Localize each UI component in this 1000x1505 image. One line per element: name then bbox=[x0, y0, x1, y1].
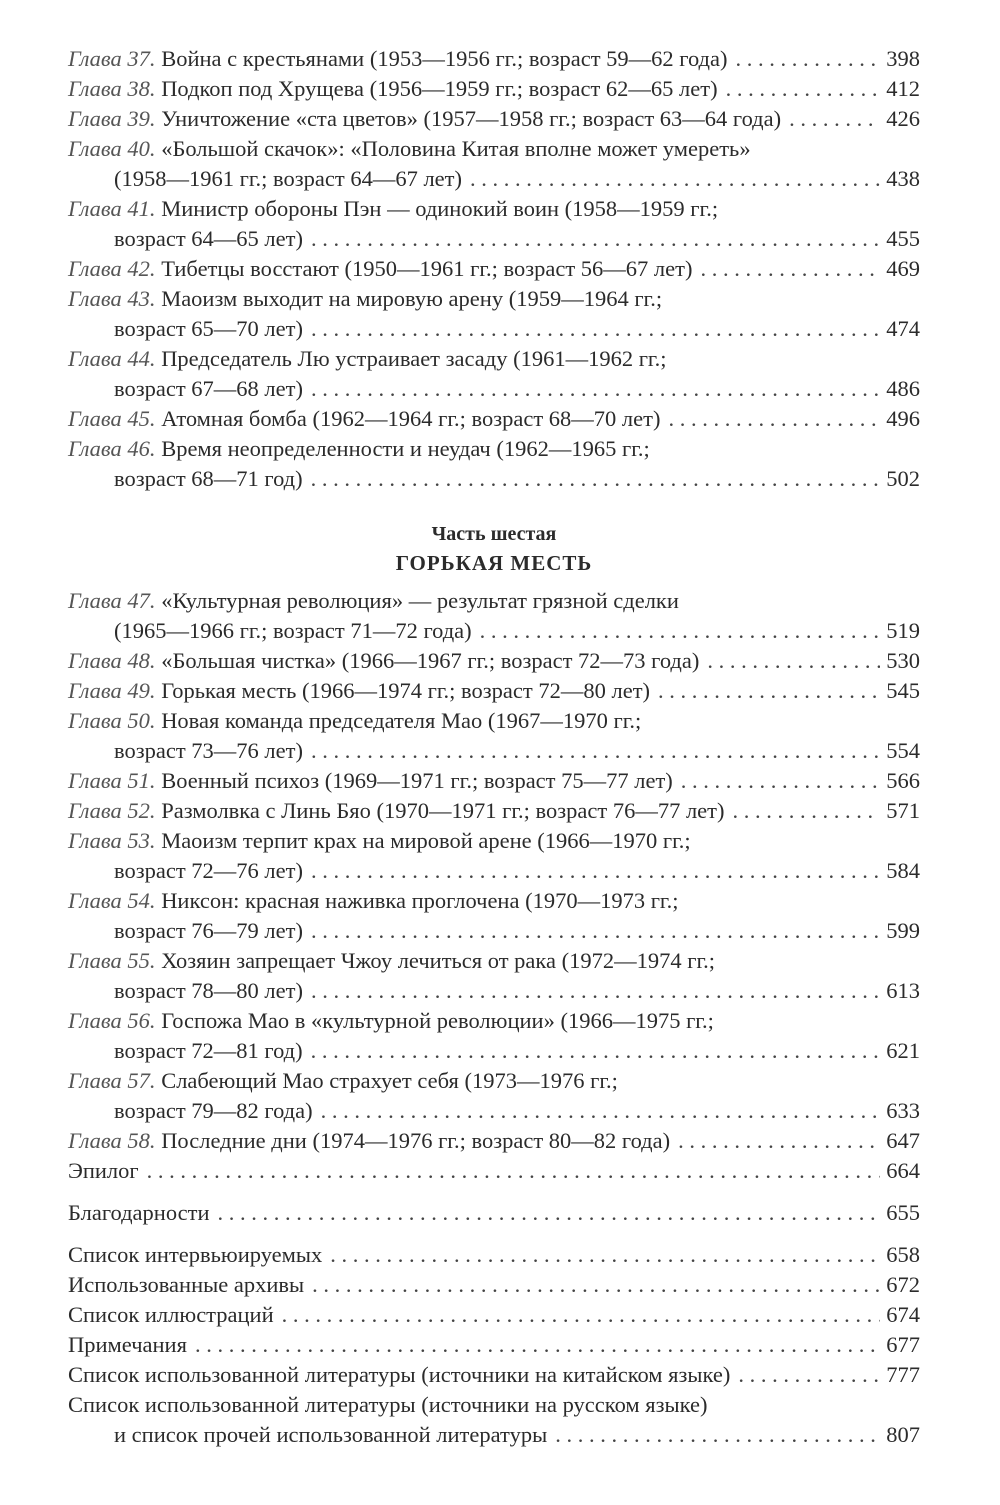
page-number: 571 bbox=[886, 798, 920, 823]
toc-line bbox=[68, 616, 920, 646]
toc-line bbox=[68, 1270, 920, 1300]
toc-line bbox=[68, 434, 920, 464]
entry-title: Список интервьюируемых bbox=[68, 1242, 323, 1267]
entry-title: Размолвка с Линь Бяо (1970—1971 гг.; возраст 76—77 лет) bbox=[161, 798, 725, 823]
page-number: 584 bbox=[886, 858, 920, 883]
chapter-number: Глава 53. bbox=[68, 828, 156, 853]
dot-leader bbox=[700, 254, 880, 284]
chapter-number: Глава 37. bbox=[68, 46, 156, 71]
entry-title: Председатель Лю устраивает засаду (1961—1962 гг.; bbox=[161, 346, 667, 371]
chapter-number: Глава 50. bbox=[68, 708, 156, 733]
page-number: 455 bbox=[886, 226, 920, 251]
toc-entry[interactable] bbox=[68, 1330, 920, 1360]
page-number: 777 bbox=[886, 1362, 920, 1387]
toc-line bbox=[68, 404, 920, 434]
dot-leader bbox=[311, 916, 880, 946]
toc-entry[interactable] bbox=[68, 74, 920, 104]
toc-entry[interactable] bbox=[68, 344, 920, 404]
toc-entry[interactable] bbox=[68, 1006, 920, 1066]
entry-title: Маоизм выходит на мировую арену (1959—1964 гг.; bbox=[161, 286, 663, 311]
toc-entry[interactable] bbox=[68, 706, 920, 766]
part-title: ГОРЬКАЯ МЕСТЬ bbox=[395, 551, 593, 575]
toc-section-before bbox=[68, 44, 920, 494]
toc-entry[interactable] bbox=[68, 676, 920, 706]
entry-title: и список прочей использованной литературы bbox=[114, 1422, 548, 1447]
toc-entry[interactable] bbox=[68, 194, 920, 254]
entry-title: (1965—1966 гг.; возраст 71—72 года) bbox=[114, 618, 472, 643]
entry-title: Военный психоз (1969—1971 гг.; возраст 75—77 лет) bbox=[161, 768, 673, 793]
toc-entry[interactable] bbox=[68, 434, 920, 494]
entry-title: «Большая чистка» (1966—1967 гг.; возраст 72—73 года) bbox=[161, 648, 700, 673]
dot-leader bbox=[736, 44, 881, 74]
entry-title: возраст 64—65 лет) bbox=[114, 226, 303, 251]
toc-line bbox=[68, 134, 920, 164]
chapter-number: Глава 41. bbox=[68, 196, 156, 221]
chapter-number: Глава 51. bbox=[68, 768, 156, 793]
toc-line bbox=[68, 1126, 920, 1156]
page-number: 469 bbox=[886, 256, 920, 281]
entry-title: Горькая месть (1966—1974 гг.; возраст 72—80 лет) bbox=[161, 678, 651, 703]
dot-leader bbox=[312, 1270, 880, 1300]
entry-title: Маоизм терпит крах на мировой арене (1966—1970 гг.; bbox=[161, 828, 691, 853]
chapter-number: Глава 56. bbox=[68, 1008, 156, 1033]
toc-line bbox=[68, 164, 920, 194]
toc-line bbox=[68, 916, 920, 946]
entry-title: «Культурная революция» — результат грязной сделки bbox=[161, 588, 679, 613]
page-number: 496 bbox=[886, 406, 920, 431]
dot-leader bbox=[681, 766, 880, 796]
dot-leader bbox=[311, 374, 880, 404]
chapter-number: Глава 58. bbox=[68, 1128, 156, 1153]
chapter-number: Глава 43. bbox=[68, 286, 156, 311]
toc-line bbox=[68, 224, 920, 254]
spacer bbox=[68, 1228, 920, 1240]
page-number: 677 bbox=[886, 1332, 920, 1357]
entry-title: возраст 72—76 лет) bbox=[114, 858, 303, 883]
table-of-contents bbox=[68, 44, 920, 1450]
entry-title: Примечания bbox=[68, 1332, 187, 1357]
toc-entry[interactable] bbox=[68, 404, 920, 434]
toc-entry[interactable] bbox=[68, 766, 920, 796]
entry-title: Благодарности bbox=[68, 1200, 210, 1225]
toc-line bbox=[68, 646, 920, 676]
entry-title: Использованные архивы bbox=[68, 1272, 305, 1297]
page-number: 502 bbox=[886, 466, 920, 491]
entry-title: Список иллюстраций bbox=[68, 1302, 274, 1327]
dot-leader bbox=[668, 404, 880, 434]
dot-leader bbox=[732, 796, 880, 826]
toc-line bbox=[68, 1036, 920, 1066]
dot-leader bbox=[470, 164, 880, 194]
toc-entry[interactable] bbox=[68, 946, 920, 1006]
toc-line bbox=[68, 856, 920, 886]
toc-line bbox=[68, 676, 920, 706]
page-number: 664 bbox=[886, 1158, 920, 1183]
toc-line bbox=[68, 194, 920, 224]
page-number: 672 bbox=[886, 1272, 920, 1297]
chapter-number: Глава 48. bbox=[68, 648, 156, 673]
entry-title: Хозяин запрещает Чжоу лечиться от рака (1972—1974 гг.; bbox=[161, 948, 716, 973]
dot-leader bbox=[321, 1096, 881, 1126]
entry-title: возраст 73—76 лет) bbox=[114, 738, 303, 763]
entry-title: Министр обороны Пэн — одинокий воин (1958—1959 гг.; bbox=[161, 196, 719, 221]
entry-title: возраст 76—79 лет) bbox=[114, 918, 303, 943]
page-number: 807 bbox=[886, 1422, 920, 1447]
entry-title: возраст 67—68 лет) bbox=[114, 376, 303, 401]
entry-title: Время неопределенности и неудач (1962—1965 гг.; bbox=[161, 436, 650, 461]
page-number: 474 bbox=[886, 316, 920, 341]
part-heading bbox=[68, 520, 920, 578]
page-number: 674 bbox=[886, 1302, 920, 1327]
chapter-number: Глава 38. bbox=[68, 76, 156, 101]
entry-title: возраст 68—71 год) bbox=[114, 466, 303, 491]
toc-line bbox=[68, 886, 920, 916]
entry-title: возраст 78—80 лет) bbox=[114, 978, 303, 1003]
toc-line bbox=[68, 104, 920, 134]
toc-entry[interactable] bbox=[68, 826, 920, 886]
chapter-number: Глава 40. bbox=[68, 136, 156, 161]
toc-line bbox=[68, 826, 920, 856]
dot-leader bbox=[789, 104, 880, 134]
toc-entry[interactable] bbox=[68, 1066, 920, 1126]
toc-line bbox=[68, 586, 920, 616]
dot-leader bbox=[480, 616, 881, 646]
page-number: 621 bbox=[886, 1038, 920, 1063]
chapter-number: Глава 44. bbox=[68, 346, 156, 371]
toc-section-after bbox=[68, 586, 920, 1156]
chapter-number: Глава 54. bbox=[68, 888, 156, 913]
dot-leader bbox=[311, 1036, 881, 1066]
toc-line bbox=[68, 946, 920, 976]
chapter-number: Глава 52. bbox=[68, 798, 156, 823]
toc-line bbox=[68, 284, 920, 314]
toc-entry-epilogue[interactable] bbox=[68, 1156, 920, 1186]
page-number: 655 bbox=[886, 1200, 920, 1225]
dot-leader bbox=[311, 224, 880, 254]
entry-title: Последние дни (1974—1976 гг.; возраст 80—82 года) bbox=[161, 1128, 671, 1153]
toc-line bbox=[68, 1420, 920, 1450]
entry-title: Эпилог bbox=[68, 1158, 139, 1183]
toc-entry[interactable] bbox=[68, 886, 920, 946]
toc-entry[interactable] bbox=[68, 1360, 920, 1390]
dot-leader bbox=[311, 736, 880, 766]
entry-title: Госпожа Мао в «культурной революции» (1966—1975 гг.; bbox=[161, 1008, 714, 1033]
chapter-number: Глава 46. bbox=[68, 436, 156, 461]
dot-leader bbox=[658, 676, 880, 706]
chapter-number: Глава 42. bbox=[68, 256, 156, 281]
toc-line bbox=[68, 374, 920, 404]
toc-line bbox=[68, 976, 920, 1006]
dot-leader bbox=[678, 1126, 880, 1156]
entry-title: возраст 72—81 год) bbox=[114, 1038, 303, 1063]
entry-title: Никсон: красная наживка проглочена (1970—1973 гг.; bbox=[161, 888, 679, 913]
page-number: 554 bbox=[886, 738, 920, 763]
dot-leader bbox=[555, 1420, 880, 1450]
dot-leader bbox=[218, 1198, 881, 1228]
page-number: 438 bbox=[886, 166, 920, 191]
chapter-number: Глава 55. bbox=[68, 948, 156, 973]
page-number: 545 bbox=[886, 678, 920, 703]
page-number: 486 bbox=[886, 376, 920, 401]
toc-line bbox=[68, 1390, 920, 1420]
toc-line bbox=[68, 706, 920, 736]
toc-line bbox=[68, 1240, 920, 1270]
entry-title: Подкоп под Хрущева (1956—1959 гг.; возраст 62—65 лет) bbox=[161, 76, 718, 101]
toc-line bbox=[68, 1360, 920, 1390]
chapter-number: Глава 57. bbox=[68, 1068, 156, 1093]
page-number: 519 bbox=[886, 618, 920, 643]
toc-line bbox=[68, 1330, 920, 1360]
chapter-number: Глава 45. bbox=[68, 406, 156, 431]
toc-line bbox=[68, 464, 920, 494]
spacer bbox=[68, 1186, 920, 1198]
page-number: 658 bbox=[886, 1242, 920, 1267]
dot-leader bbox=[311, 314, 880, 344]
toc-line bbox=[68, 74, 920, 104]
toc-line bbox=[68, 1066, 920, 1096]
dot-leader bbox=[330, 1240, 880, 1270]
toc-line bbox=[68, 344, 920, 374]
entry-title: Атомная бомба (1962—1964 гг.; возраст 68—70 лет) bbox=[161, 406, 661, 431]
toc-line bbox=[68, 254, 920, 284]
entry-title: возраст 79—82 года) bbox=[114, 1098, 313, 1123]
entry-title: Война с крестьянами (1953—1956 гг.; возраст 59—62 года) bbox=[161, 46, 728, 71]
page-number: 633 bbox=[886, 1098, 920, 1123]
toc-entry[interactable] bbox=[68, 646, 920, 676]
page-number: 599 bbox=[886, 918, 920, 943]
toc-entry[interactable] bbox=[68, 1240, 920, 1270]
toc-line bbox=[68, 1006, 920, 1036]
dot-leader bbox=[707, 646, 880, 676]
toc-line bbox=[68, 1198, 920, 1228]
page-number: 398 bbox=[886, 46, 920, 71]
dot-leader bbox=[195, 1330, 880, 1360]
toc-entry[interactable] bbox=[68, 284, 920, 344]
dot-leader bbox=[311, 976, 880, 1006]
dot-leader bbox=[282, 1300, 881, 1330]
toc-entry-acknowledgements[interactable] bbox=[68, 1198, 920, 1228]
toc-entry[interactable] bbox=[68, 1126, 920, 1156]
entry-title: Список использованной литературы (источники на русском языке) bbox=[68, 1392, 708, 1417]
entry-title: Список использованной литературы (источники на китайском языке) bbox=[68, 1362, 731, 1387]
entry-title: Новая команда председателя Мао (1967—1970 гг.; bbox=[161, 708, 642, 733]
toc-entry[interactable] bbox=[68, 254, 920, 284]
toc-entry[interactable] bbox=[68, 1300, 920, 1330]
page-number: 613 bbox=[886, 978, 920, 1003]
toc-line bbox=[68, 1300, 920, 1330]
dot-leader bbox=[738, 1360, 880, 1390]
entry-title: «Большой скачок»: «Половина Китая вполне может умереть» bbox=[161, 136, 751, 161]
entry-title: (1958—1961 гг.; возраст 64—67 лет) bbox=[114, 166, 462, 191]
toc-entry[interactable] bbox=[68, 134, 920, 194]
entry-title: Тибетцы восстают (1950—1961 гг.; возраст 56—67 лет) bbox=[161, 256, 693, 281]
toc-line bbox=[68, 1096, 920, 1126]
dot-leader bbox=[726, 74, 881, 104]
toc-entry[interactable] bbox=[68, 1390, 920, 1450]
page-number: 412 bbox=[886, 76, 920, 101]
toc-entry[interactable] bbox=[68, 1270, 920, 1300]
chapter-number: Глава 49. bbox=[68, 678, 156, 703]
entry-title: Уничтожение «ста цветов» (1957—1958 гг.; возраст 63—64 года) bbox=[161, 106, 782, 131]
toc-section-appendix bbox=[68, 1240, 920, 1450]
page-number: 566 bbox=[886, 768, 920, 793]
toc-line bbox=[68, 314, 920, 344]
chapter-number: Глава 47. bbox=[68, 588, 156, 613]
toc-entry[interactable] bbox=[68, 586, 920, 646]
toc-line bbox=[68, 796, 920, 826]
toc-line bbox=[68, 766, 920, 796]
part-label: Часть шестая bbox=[431, 523, 557, 545]
dot-leader bbox=[311, 464, 881, 494]
entry-title: Слабеющий Мао страхует себя (1973—1976 гг.; bbox=[161, 1068, 618, 1093]
toc-entry[interactable] bbox=[68, 44, 920, 74]
chapter-number: Глава 39. bbox=[68, 106, 156, 131]
toc-line bbox=[68, 1156, 920, 1186]
page-number: 530 bbox=[886, 648, 920, 673]
toc-line bbox=[68, 44, 920, 74]
dot-leader bbox=[311, 856, 880, 886]
entry-title: возраст 65—70 лет) bbox=[114, 316, 303, 341]
toc-entry[interactable] bbox=[68, 796, 920, 826]
toc-line bbox=[68, 736, 920, 766]
page-number: 426 bbox=[886, 106, 920, 131]
toc-entry[interactable] bbox=[68, 104, 920, 134]
page-number: 647 bbox=[886, 1128, 920, 1153]
dot-leader bbox=[147, 1156, 881, 1186]
